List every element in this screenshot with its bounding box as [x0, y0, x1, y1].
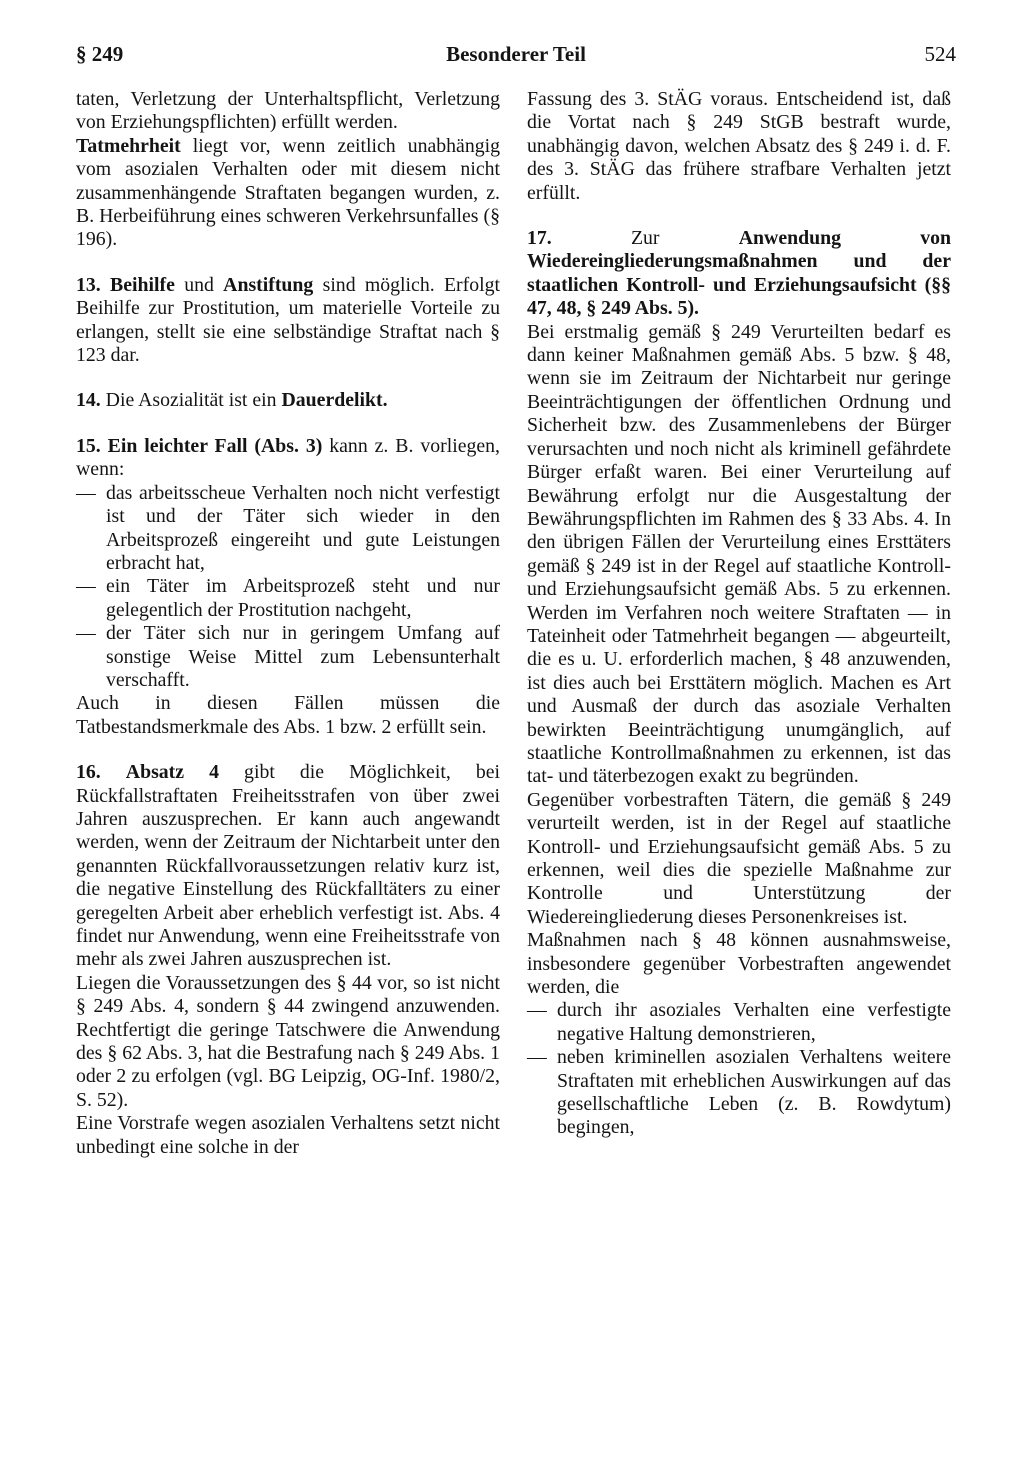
- term-tatmehrheit: Tatmehrheit: [76, 134, 181, 157]
- paragraph-17: [527, 227, 951, 321]
- list-item: [527, 999, 951, 1046]
- section-number: § 249: [76, 42, 124, 66]
- dash-marker: —: [527, 1046, 547, 1069]
- list-item: [76, 622, 500, 692]
- term-dauerdelikt: Dauerdelikt.: [281, 389, 388, 412]
- list-item-text: ein Täter im Arbeitsprozeß steht und nur gelegentlich der Prostitution nachgeht,: [106, 575, 500, 621]
- paragraph-text: Maßnahmen nach § 48 können ausnahmsweise, insbesondere gegenüber Vorbestraften angewendet werden, die: [527, 929, 951, 999]
- page-header: [76, 42, 956, 76]
- paragraph-15: [76, 435, 500, 482]
- list-item-text: das arbeitsscheue Verhalten noch nicht verfestigt ist und der Täter sich wieder in den Arbeitsprozeß eingereiht und gute Leistungen erbracht hat,: [106, 481, 500, 574]
- right-column: [527, 88, 951, 1140]
- list-item-text: der Täter sich nur in geringem Umfang auf sonstige Weise Mittel zum Lebensunterhalt verschafft.: [106, 622, 500, 691]
- term-absatz-4: Absatz 4: [125, 761, 219, 784]
- paragraph-text: Eine Vorstrafe wegen asozialen Verhaltens setzt nicht unbedingt eine solche in der: [76, 1112, 500, 1158]
- list-item: [76, 575, 500, 622]
- paragraph-text: und: [174, 273, 224, 296]
- list-item-text: neben kriminellen asozialen Verhaltens weitere Straftaten mit erheblichen Auswirkungen auf das gesellschaftliche Leben (z. B. Rowdytum) begingen,: [557, 1046, 951, 1139]
- term-leichter-fall: Ein leichter Fall (Abs. 3): [107, 434, 323, 457]
- running-title: Besonderer Teil: [446, 42, 586, 66]
- term-anstiftung: Anstiftung: [223, 273, 314, 296]
- paragraph-number: 17.: [527, 227, 552, 250]
- paragraph-text: liegt vor, wenn zeitlich unabhängig vom asozialen Verhalten oder mit diesem nicht zusammenhängende Straftaten begangen wurden, z. B. Herbeiführung eines schweren Verkehrsunfalles (§ 196).: [76, 134, 500, 251]
- dash-marker: —: [76, 575, 96, 598]
- term-beihilfe: Beihilfe: [110, 273, 175, 296]
- list-item: [527, 1046, 951, 1140]
- paragraph-tatmehrheit: [76, 135, 500, 252]
- paragraph-continuation: taten, Verletzung der Unterhaltspflicht, Verletzung von Erziehungspflichten) erfüllt werden.: [76, 88, 500, 134]
- paragraph-text: Zur: [551, 227, 739, 250]
- left-column: [76, 88, 500, 1159]
- list-item-text: durch ihr asoziales Verhalten eine verfestigte negative Haltung demonstrieren,: [557, 999, 951, 1045]
- paragraph-text: sind möglich. Erfolgt Beihilfe zur Prostitution, um materielle Vorteile zu erlangen, stellt sie eine selbständige Straftat nach § 123 dar.: [76, 273, 500, 367]
- paragraph-number: 14.: [76, 389, 101, 412]
- paragraph-text: gibt die Möglichkeit, bei Rückfallstraftaten Freiheitsstrafen von über zwei Jahren auszusprechen. Er kann auch angewandt werden, wenn der Zeitraum der Nichtarbeit unter den genannten Rückfallvoraussetzungen relativ kurz ist, die negative Einstellung des Rückfalltäters zu einer geregelten Arbeit aber erheblich verfestigt ist. Abs. 4 findet nur Anwendung, wenn eine Freiheitsstrafe von mehr als zwei Jahren auszusprechen ist.: [76, 761, 500, 971]
- paragraph-number: 13.: [76, 273, 101, 296]
- paragraph-13: [76, 274, 500, 368]
- paragraph-text: kann z. B. vorliegen, wenn:: [76, 434, 500, 481]
- paragraph-text: Die Asozialität ist ein: [100, 389, 282, 412]
- heading-wiedereingliederung: Anwendung von Wiedereingliederungsmaßnahmen und der staatlichen Kontroll- und Erziehungsaufsicht (§§ 47, 48, § 249 Abs. 5).: [527, 227, 952, 320]
- paragraph-text: Liegen die Voraussetzungen des § 44 vor, so ist nicht § 249 Abs. 4, sondern § 44 zwingend anzuwenden. Rechtfertigt die geringe Tatschwere die Anwendung des § 62 Abs. 3, hat die Bestrafung nach § 249 Abs. 1 oder 2 zu erfolgen (vgl. BG Leipzig, OG-Inf. 1980/2, S. 52).: [76, 971, 500, 1111]
- page-number: 524: [924, 42, 956, 66]
- list-item: [76, 482, 500, 576]
- paragraph-number: 15.: [76, 434, 101, 457]
- paragraph-number: 16.: [76, 761, 101, 784]
- paragraph-text: Gegenüber vorbestraften Tätern, die gemäß § 249 verurteilt werden, ist in der Regel auf staatliche Kontroll- und Erziehungsaufsicht gemäß Abs. 5 zu erkennen, weil dies die spezielle Maßnahme zur Kontrolle und Unterstützung der Wiedereingliederung dieses Personenkreises ist.: [527, 788, 951, 928]
- paragraph-text: Auch in diesen Fällen müssen die Tatbestandsmerkmale des Abs. 1 bzw. 2 erfüllt sein.: [76, 692, 500, 738]
- dash-marker: —: [76, 622, 96, 645]
- paragraph-continuation: Fassung des 3. StÄG voraus. Entscheidend ist, daß die Vortat nach § 249 StGB bestraft wurde, unabhängig davon, welchen Absatz des § 249 i. d. F. des 3. StÄG das frühere strafbare Verhalten jetzt erfüllt.: [527, 88, 951, 204]
- dash-marker: —: [76, 481, 96, 504]
- paragraph-16: [76, 761, 500, 972]
- dash-marker: —: [527, 999, 547, 1022]
- paragraph-text: Bei erstmalig gemäß § 249 Verurteilten bedarf es dann keiner Maßnahmen gemäß Abs. 5 bzw. § 48, wenn sie im Zeitraum der Nichtarbeit nur geringe Beeinträchtigungen der öffentlichen Ordnung und Sicherheit bzw. des Zusammenlebens der Bürger verursachten und noch nicht als kriminell gefährdete Bürger erfaßt waren. Bei einer Verurteilung auf Bewährung erfolgt nur die Ausgestaltung der Bewährungspflichten im Rahmen des § 33 Abs. 4. In den übrigen Fällen der Verurteilung eines Ersttäters gemäß § 249 ist in der Regel auf staatliche Kontroll- und Erziehungsaufsicht gemäß Abs. 5 zu erkennen. Werden im Verfahren noch weitere Straftaten — in Tateinheit oder Tatmehrheit begangen — abgeurteilt, die es u. U. erforderlich machen, § 48 anzuwenden, ist dies auch bei Ersttätern möglich. Machen es Art und Ausmaß der durch das asoziale Verhalten bewirkten Beeinträchtigung unumgänglich, auf staatliche Kontrollmaßnahmen zu erkennen, ist das tat- und täterbezogen exakt zu begründen.: [527, 320, 951, 788]
- paragraph-14: [76, 389, 500, 412]
